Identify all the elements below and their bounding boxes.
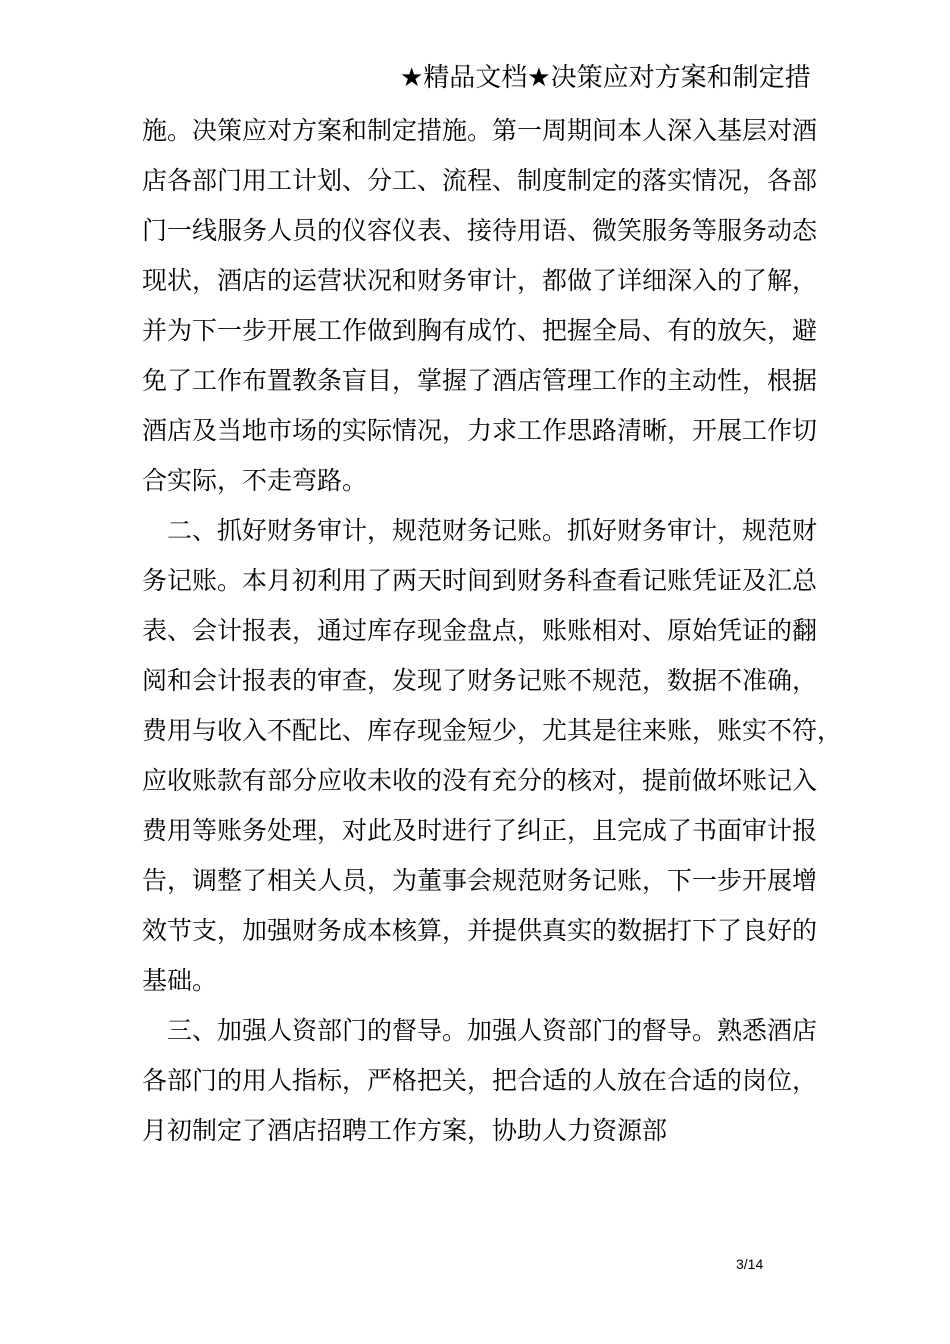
text-line: 表、会计报表，通过库存现金盘点，账账相对、原始凭证的翻 (142, 616, 818, 645)
text-line: 费用等账务处理，对此及时进行了纠正，且完成了书面审计报 (142, 816, 818, 845)
text-line: 费用与收入不配比、库存现金短少，尤其是往来账，账实不符， (142, 716, 843, 745)
page-number: 3/14 (736, 1256, 764, 1272)
document-body (142, 106, 843, 1156)
text-line: 阅和会计报表的审查，发现了财务记账不规范，数据不准确， (142, 666, 818, 695)
text-line: 月初制定了酒店招聘工作方案，协助人力资源部 (142, 1116, 668, 1145)
text-line: 效节支，加强财务成本核算，并提供真实的数据打下了良好的 (142, 916, 818, 945)
text-line: 店各部门用工计划、分工、流程、制度制定的落实情况，各部 (142, 166, 818, 195)
text-line: 门一线服务人员的仪容仪表、接待用语、微笑服务等服务动态 (142, 216, 818, 245)
paragraph-1 (142, 106, 832, 506)
text-line: 基础。 (142, 966, 218, 995)
text-line: 三、加强人资部门的督导。加强人资部门的督导。熟悉酒店 (142, 1016, 818, 1045)
text-line: 酒店及当地市场的实际情况，力求工作思路清晰，开展工作切 (142, 416, 818, 445)
text-line: 二、抓好财务审计，规范财务记账。抓好财务审计，规范财 (142, 516, 818, 545)
text-line: 告，调整了相关人员，为董事会规范财务记账，下一步开展增 (142, 866, 818, 895)
text-line: 应收账款有部分应收未收的没有充分的核对，提前做坏账记入 (142, 766, 818, 795)
paragraph-3 (142, 1006, 832, 1156)
paragraph-2 (142, 506, 843, 1006)
text-line: 务记账。本月初利用了两天时间到财务科查看记账凭证及汇总 (142, 566, 818, 595)
text-line: 合实际，不走弯路。 (142, 466, 368, 495)
text-line: 各部门的用人指标，严格把关，把合适的人放在合适的岗位， (142, 1066, 818, 1095)
text-line: 现状，酒店的运营状况和财务审计，都做了详细深入的了解， (142, 266, 818, 295)
document-header-title: ★精品文档★决策应对方案和制定措 (400, 63, 811, 93)
text-line: 并为下一步开展工作做到胸有成竹、把握全局、有的放矢，避 (142, 316, 818, 345)
text-line: 施。决策应对方案和制定措施。第一周期间本人深入基层对酒 (142, 116, 818, 145)
text-line: 免了工作布置教条盲目，掌握了酒店管理工作的主动性，根据 (142, 366, 818, 395)
